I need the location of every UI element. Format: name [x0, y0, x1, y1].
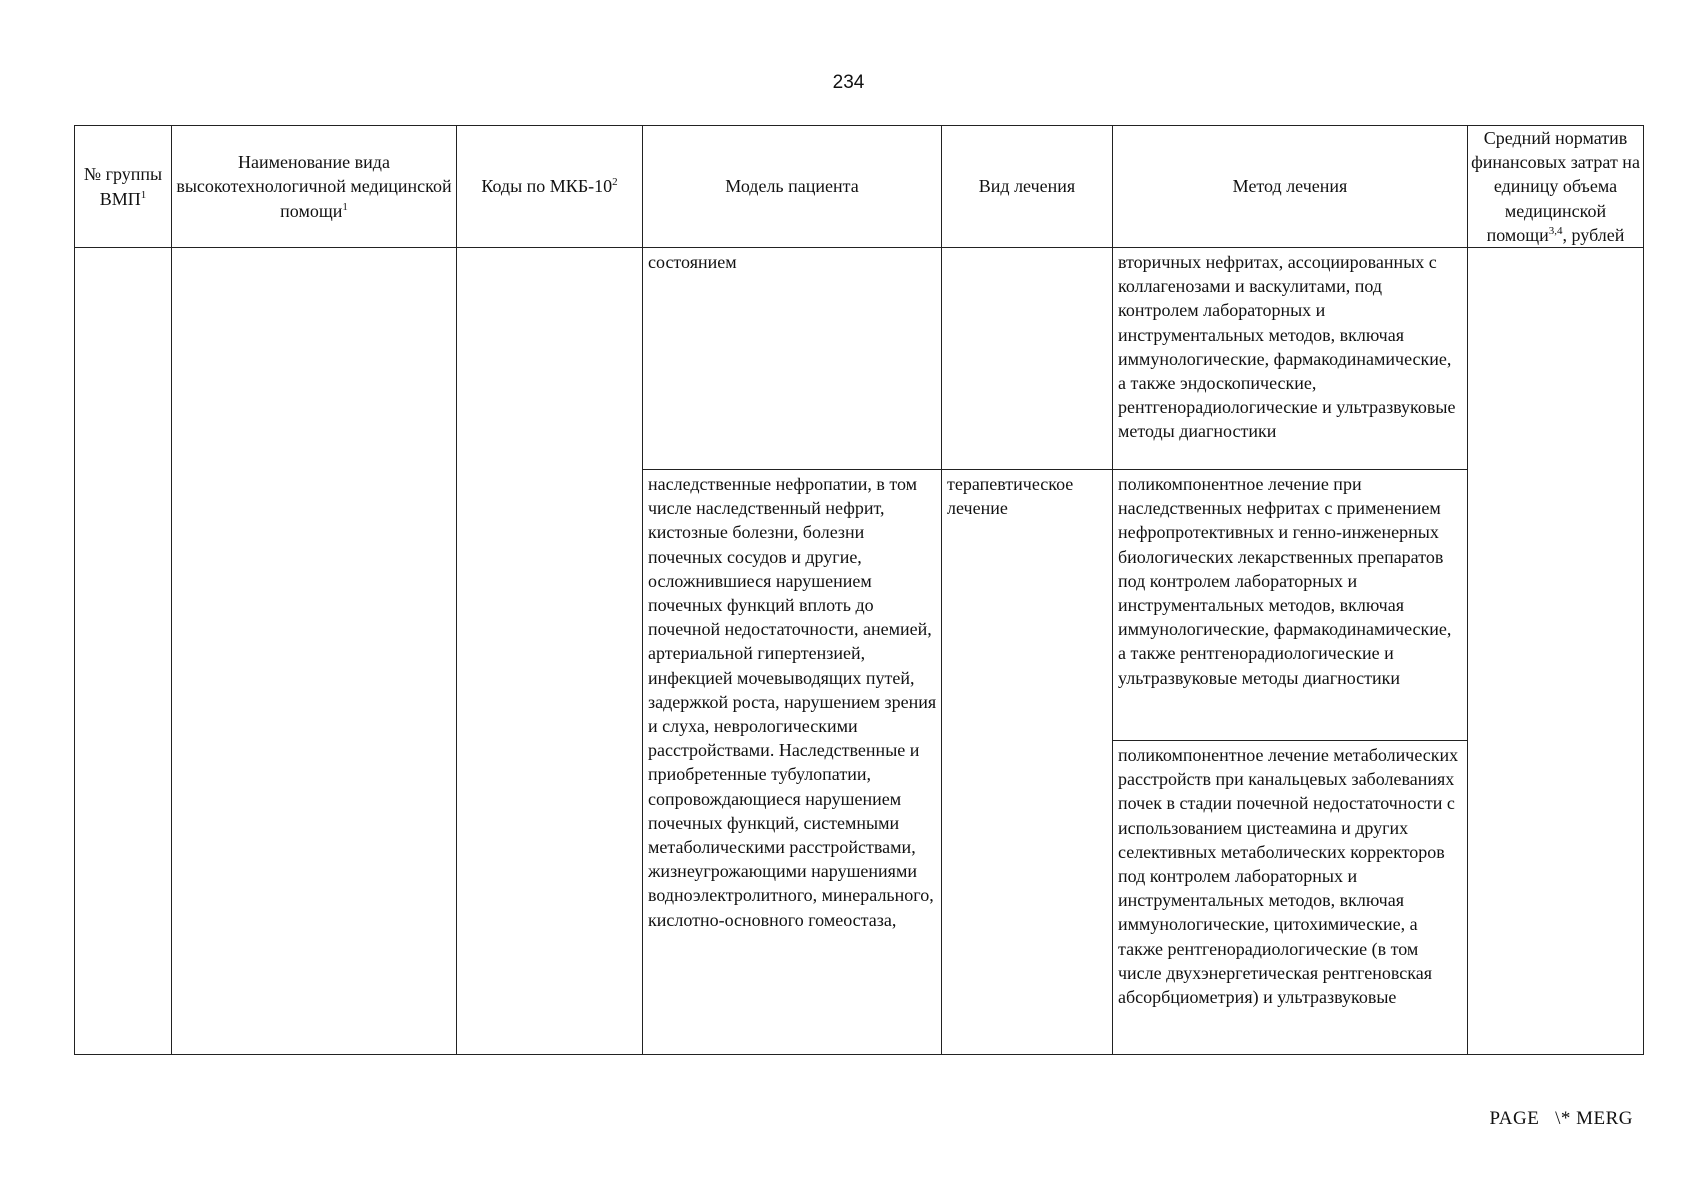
header-treatment-type: Вид лечения: [942, 126, 1113, 248]
table-header-row: [75, 126, 1644, 248]
header-group-no: № группы ВМП$^1$: [75, 126, 172, 248]
header-icd-codes: Коды по МКБ-$10^2$: [457, 126, 643, 248]
cell-treatment-type: [942, 248, 1113, 470]
table-row: [75, 248, 1644, 470]
cell-treatment-method: вторичных нефритах, ассоциированных с коллагенозами и васкулитами, под контролем лабораторных и инструментальных методов, включая иммунологические, фармакодинамические, а также эндоскопические, рентгенорадиологические и ультразвуковые методы диагностики: [1113, 248, 1468, 470]
cell-patient-model: состоянием: [643, 248, 942, 470]
cell-treatment-type: терапевтическое лечение: [942, 470, 1113, 1055]
header-treatment-method: Метод лечения: [1113, 126, 1468, 248]
header-cost-norm: Средний норматив финансовых затрат на единицу объема медицинской помощи$^{3,4}$, рублей: [1468, 126, 1644, 248]
cell-treatment-method: поликомпонентное лечение метаболических расстройств при канальцевых заболеваниях почек в стадии почечной недостаточности с использованием цистеамина и других селективных метаболических корректоров под контролем лабораторных и инструментальных методов, включая иммунологические, цитохимические, а также рентгенорадиологические (в том числе двухэнергетическая рентгеновская абсорбциометрия) и ультразвуковые: [1113, 741, 1468, 1055]
page-footer-field: PAGE \* MERG: [1489, 1108, 1633, 1129]
cell-treatment-method: поликомпонентное лечение при наследственных нефритах с применением нефропротективных и генно-инженерных биологических лекарственных препаратов под контролем лабораторных и инструментальных методов, включая иммунологические, фармакодинамические, а также рентгенорадиологические и ультразвуковые методы диагностики: [1113, 470, 1468, 741]
header-name: Наименование вида высокотехнологичной медицинской помощи$^1$: [172, 126, 457, 248]
cell-patient-model: наследственные нефропатии, в том числе наследственный нефрит, кистозные болезни, болезни почечных сосудов и другие, осложнившиеся нарушением почечных функций вплоть до почечной недостаточности, анемией, артериальной гипертензией, инфекцией мочевыводящих путей, задержкой роста, нарушением зрения и слуха, неврологическими расстройствами. Наследственные и приобретенные тубулопатии, сопровождающиеся нарушением почечных функций, системными метаболическими расстройствами, жизнеугрожающими нарушениями водноэлектролитного, минерального, кислотно-основного гомеостаза,: [643, 470, 942, 1055]
cell-icd-codes: [457, 248, 643, 1055]
page-number: 234: [832, 72, 865, 93]
cell-name: [172, 248, 457, 1055]
cell-group-no: [75, 248, 172, 1055]
cell-cost-norm: [1468, 248, 1644, 1055]
header-patient-model: Модель пациента: [643, 126, 942, 248]
vmp-table: [74, 125, 1644, 1055]
